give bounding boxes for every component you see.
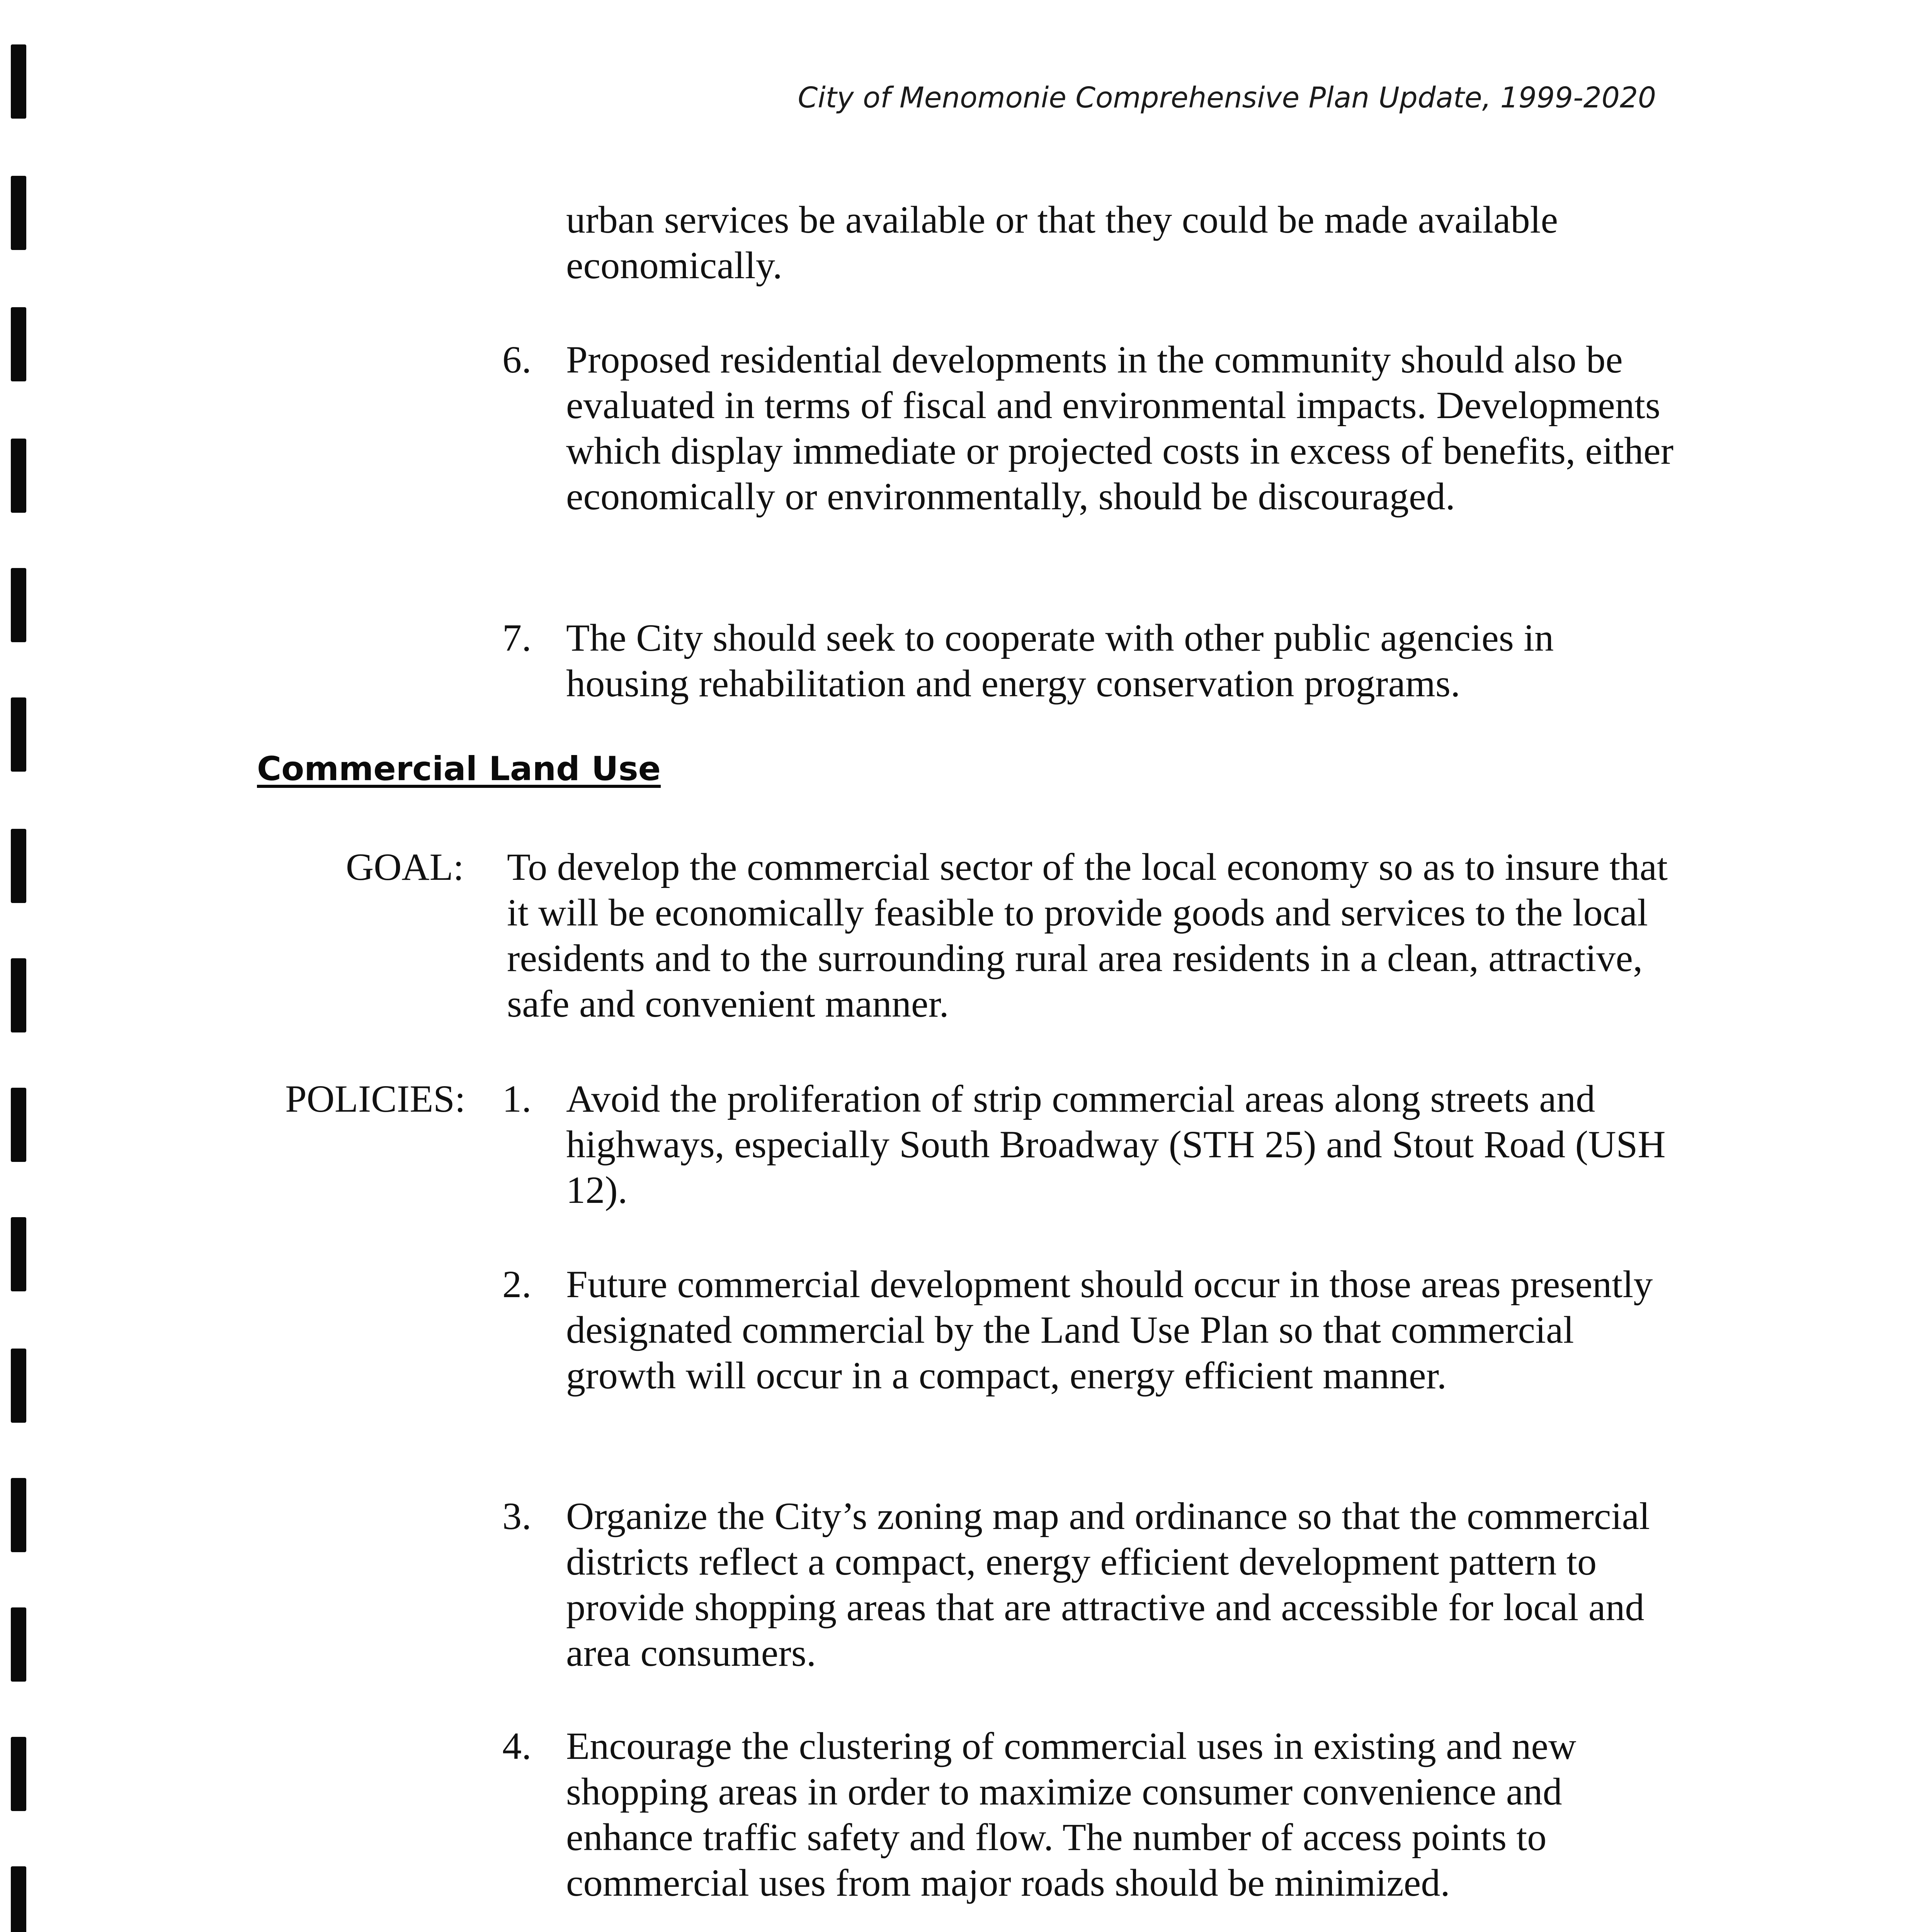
policies-label: POLICIES: [285, 1077, 466, 1120]
item-number: 4. [502, 1725, 532, 1767]
policy-item [502, 1723, 1677, 1906]
item-number: 2. [502, 1263, 532, 1306]
binding-mark [11, 1217, 26, 1291]
binding-mark [11, 829, 26, 903]
binding-holes [11, 0, 26, 1932]
binding-mark [11, 44, 26, 119]
item-number: 6. [502, 338, 532, 381]
binding-mark [11, 1607, 26, 1682]
residential-item [502, 337, 1677, 519]
binding-mark [11, 1088, 26, 1162]
binding-mark [11, 1478, 26, 1552]
item-text: Future commercial development should occur in those areas presently designated commercial by the Land Use Plan so that commercial growth will occur in a compact, energy efficient manner. [566, 1263, 1653, 1397]
binding-mark [11, 1866, 26, 1932]
item-text: Avoid the proliferation of strip commercial areas along streets and highways, especially South Broadway (STH 25) and Stout Road (USH 12). [566, 1077, 1666, 1211]
binding-mark [11, 697, 26, 772]
policy-item [502, 1493, 1677, 1676]
item-number: 1. [502, 1077, 532, 1120]
binding-mark [11, 439, 26, 513]
binding-mark [11, 307, 26, 381]
binding-mark [11, 1349, 26, 1423]
binding-mark [11, 568, 26, 642]
item-text: The City should seek to cooperate with other public agencies in housing rehabilitation and energy conservation programs. [566, 616, 1554, 705]
binding-mark [11, 958, 26, 1032]
binding-mark [11, 176, 26, 250]
item-text: Organize the City’s zoning map and ordinance so that the commercial districts reflect a compact, energy efficient development pattern to provide shopping areas that are attractive and accessible for local and area consumers. [566, 1495, 1650, 1674]
item-text: Encourage the clustering of commercial uses in existing and new shopping areas in order to maximize consumer convenience and enhance traffic safety and flow. The number of access points to commercial uses from major roads should be minimized. [566, 1725, 1577, 1904]
policy-item [502, 1076, 1677, 1213]
item-number: 7. [502, 616, 532, 659]
policy-item [502, 1262, 1677, 1398]
section-heading: Commercial Land Use [257, 750, 661, 788]
item-number: 3. [502, 1495, 532, 1537]
residential-item [502, 615, 1677, 706]
item-text: Proposed residential developments in the community should also be evaluated in terms of fiscal and environmental impacts. Developments which display immediate or projected costs in excess of benefits, either economically or environmentally, should be discouraged. [566, 338, 1674, 518]
goal-label: GOAL: [346, 845, 464, 888]
goal-text: To develop the commercial sector of the local economy so as to insure that it will be economically feasible to provide goods and services to the local residents and to the surrounding rural area residents in a clean, attractive, safe and convenient manner. [507, 845, 1668, 1025]
continued-paragraph: urban services be available or that they could be made available economically. [566, 198, 1558, 287]
running-header: City of Menomonie Comprehensive Plan Update, 1999-2020 [798, 81, 1656, 114]
binding-mark [11, 1737, 26, 1811]
